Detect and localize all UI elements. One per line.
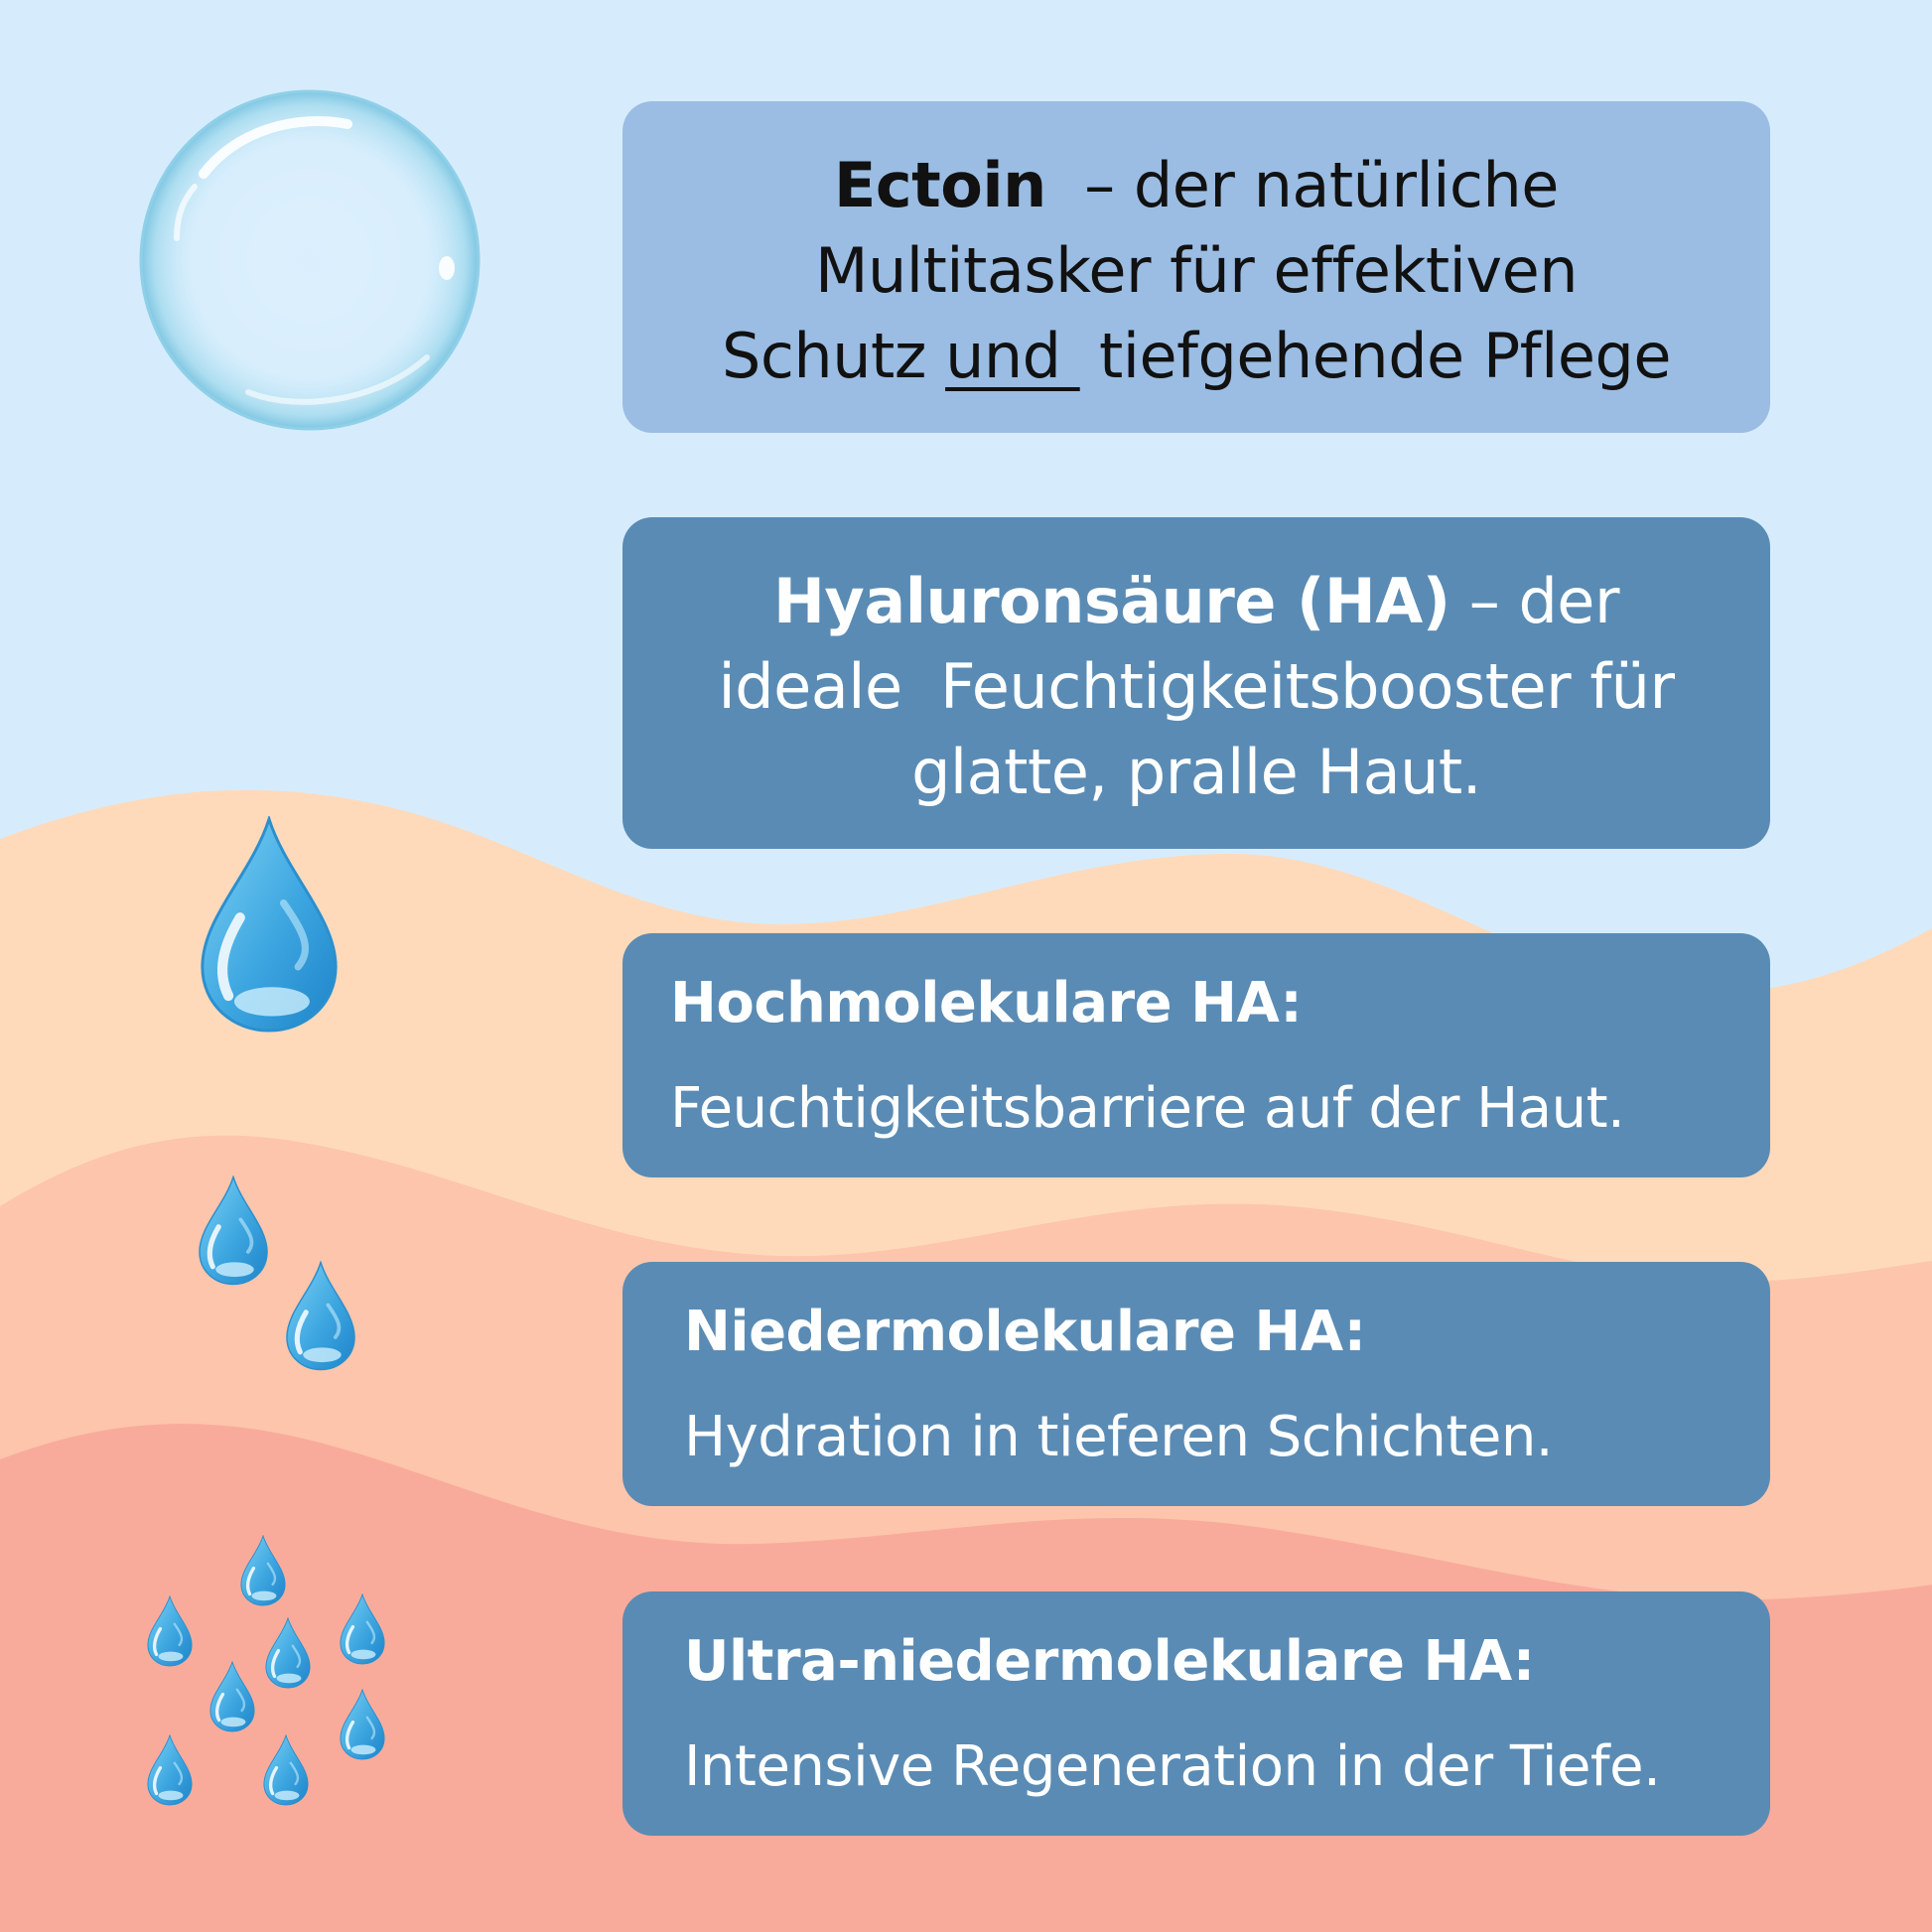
ectoin-term: Ectoin [834,149,1046,221]
hyaluron-line-2: ideale Feuchtigkeitsbooster für [718,650,1675,723]
hochmolekular-text: Feuchtigkeitsbarriere auf der Haut. [670,1076,1625,1141]
ectoin-line1-rest: – der natürliche [1045,149,1559,221]
hyaluron-line1-rest: – der [1449,565,1619,637]
ectoin-card [622,101,1770,433]
ectoin-line-1 [622,143,1770,228]
hochmolekular-card [622,933,1770,1177]
hyaluron-term: Hyaluronsäure (HA) [773,565,1450,637]
ectoin-line3-end: tiefgehende Pflege [1079,320,1671,392]
hyaluron-line-3: glatte, pralle Haut. [911,736,1481,808]
ultra-card [622,1591,1770,1836]
hochmolekular-heading: Hochmolekulare HA: [670,971,1303,1035]
niedermolekular-text: Hydration in tieferen Schichten. [684,1405,1554,1469]
ultra-heading: Ultra-niedermolekulare HA: [684,1629,1535,1694]
ectoin-line-2: Multitasker für effektiven [814,234,1579,307]
ectoin-line-3 [622,314,1770,399]
hyaluron-line-1 [622,559,1770,644]
ectoin-line3-start: Schutz [721,320,946,392]
niedermolekular-heading: Niedermolekulare HA: [684,1300,1366,1364]
ultra-text: Intensive Regeneration in der Tiefe. [684,1734,1661,1799]
niedermolekular-card [622,1262,1770,1506]
hyaluron-card [622,517,1770,849]
ectoin-underlined-word: und [945,320,1080,392]
bubble-icon [141,91,479,429]
